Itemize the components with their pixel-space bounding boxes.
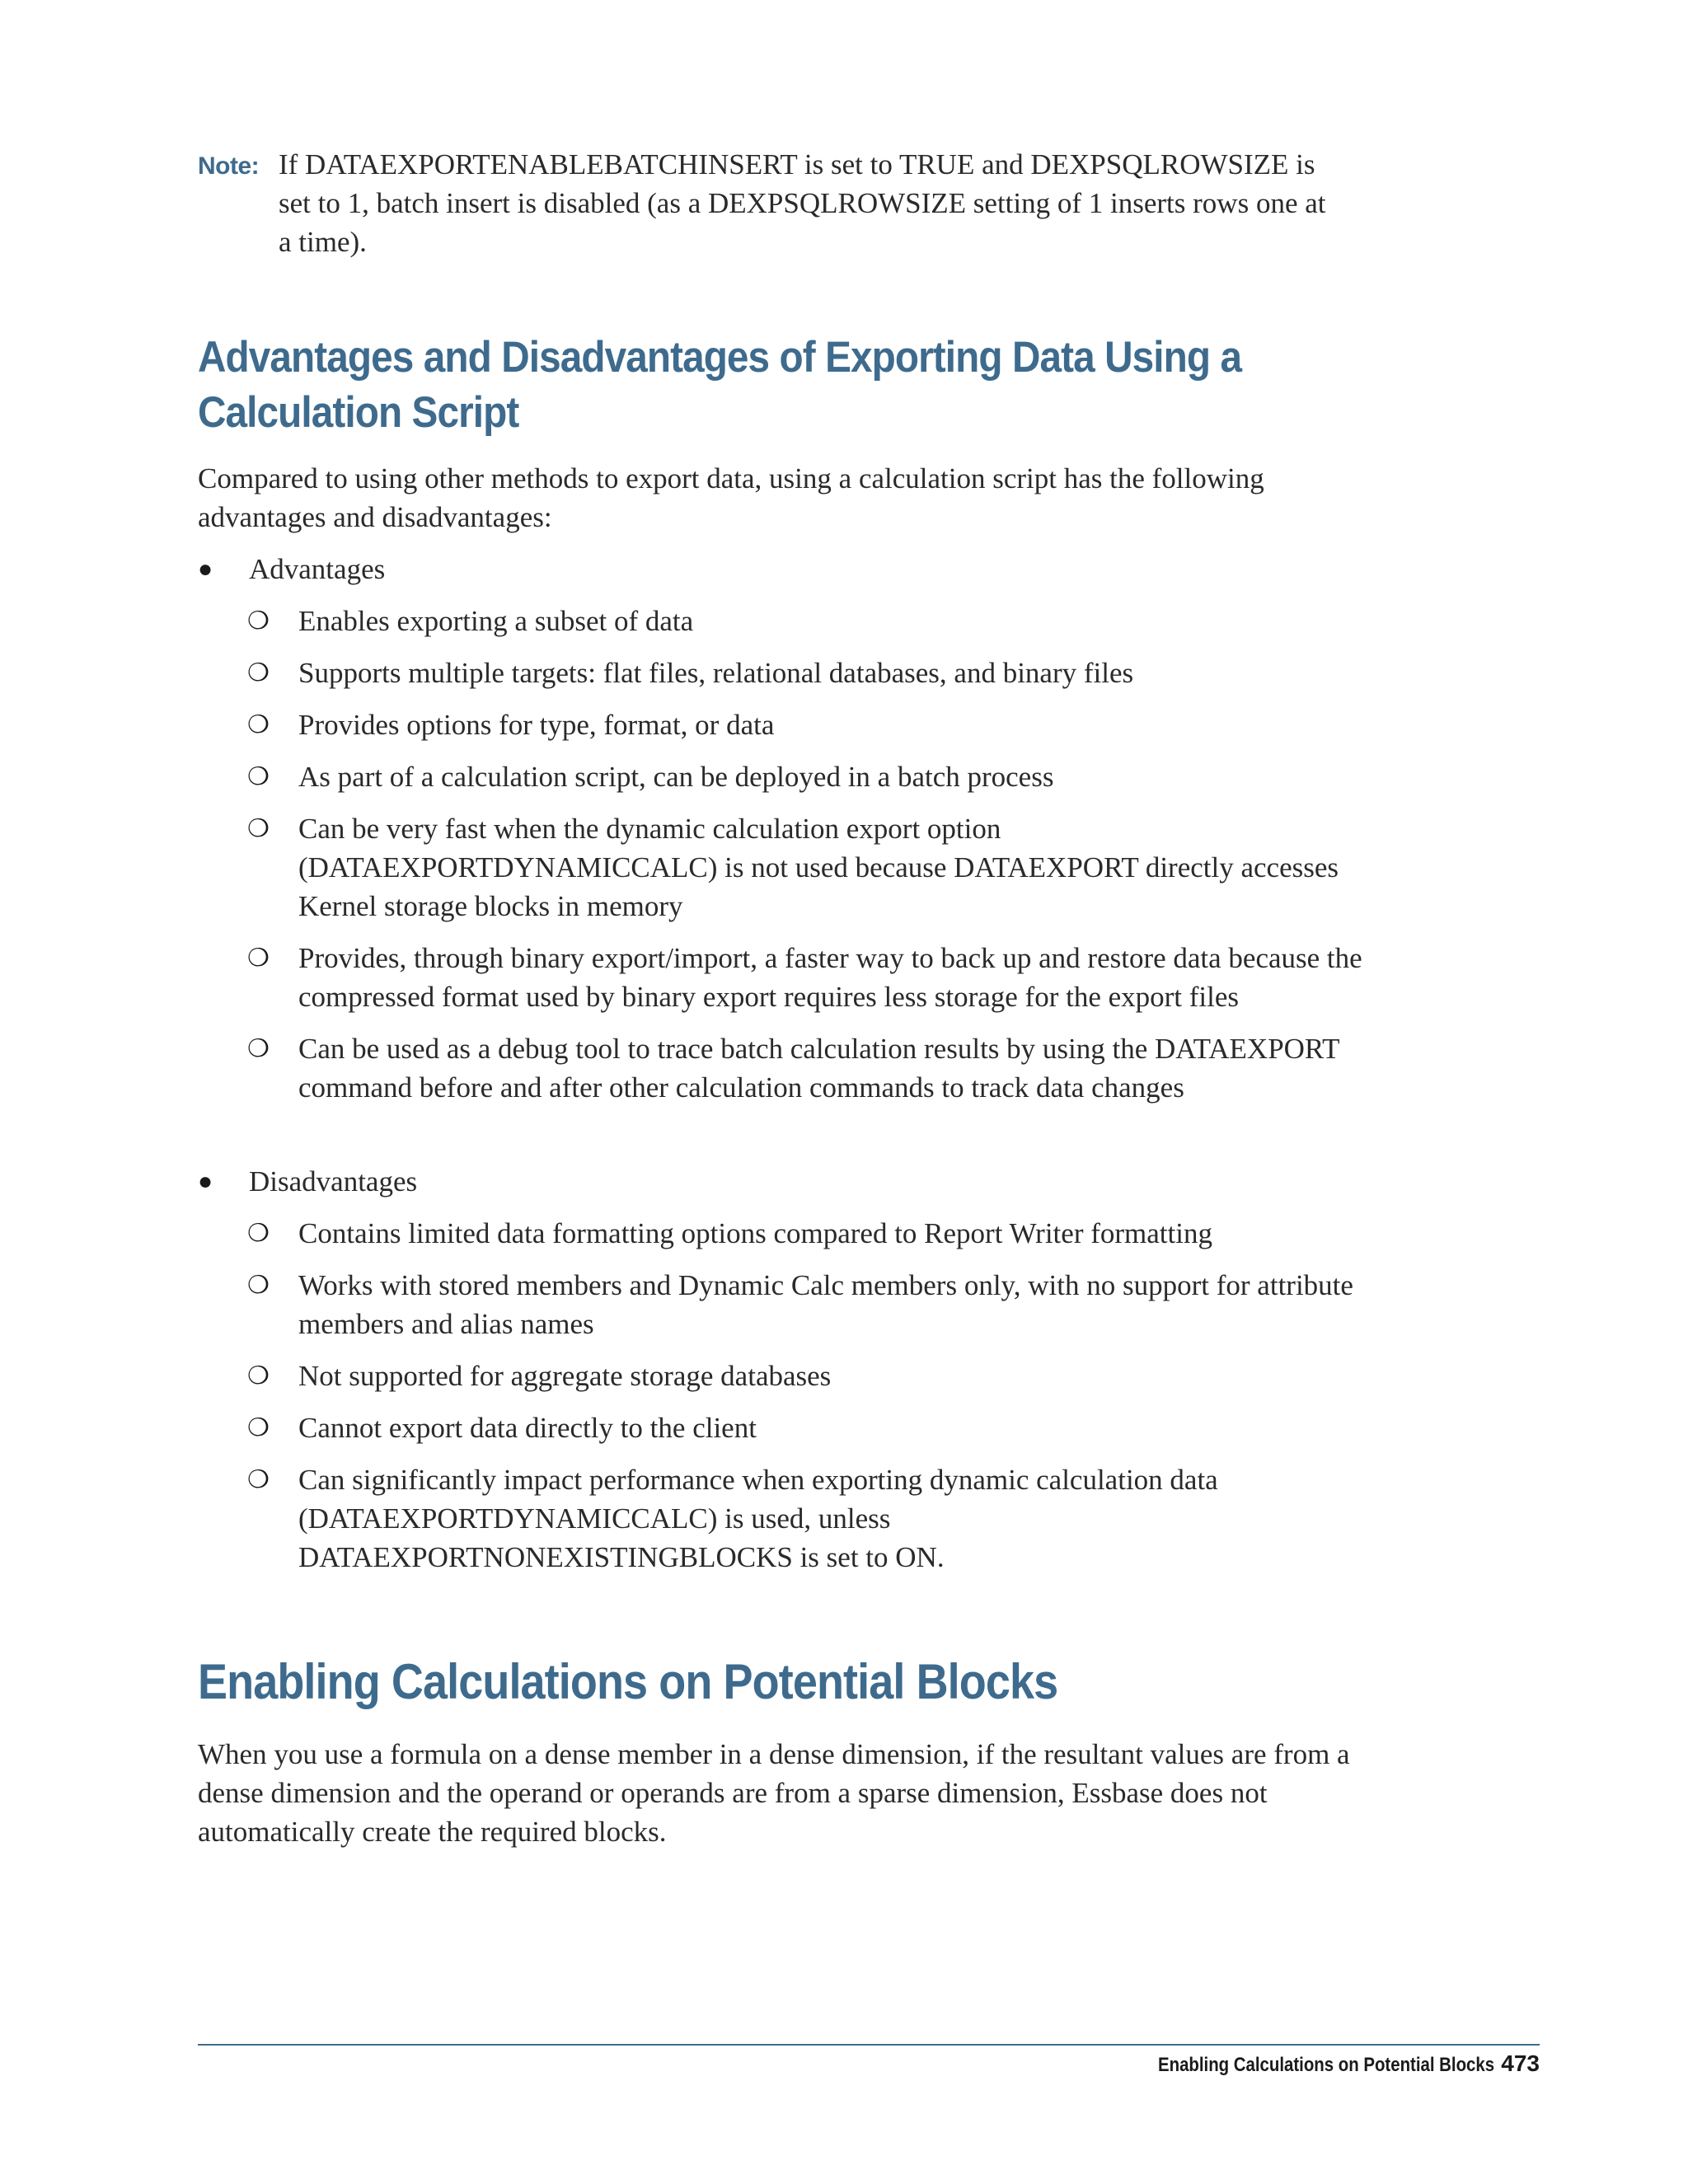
- bullet-label: Disadvantages: [249, 1165, 418, 1197]
- bullet-icon: ●: [198, 1168, 213, 1195]
- bullet-label: Advantages: [249, 553, 386, 585]
- hollow-bullet-icon: ❍: [247, 711, 270, 738]
- footer-running-title: Enabling Calculations on Potential Blocks: [1157, 2054, 1494, 2076]
- list-item: [198, 1266, 1368, 1343]
- list-item-text: Provides, through binary export/import, a faster way to back up and restore data because the compressed format used by binary export requires less storage for the export files: [298, 942, 1362, 1013]
- bullet-icon: ●: [198, 555, 213, 583]
- advantages-list: [198, 550, 1368, 1120]
- list-item: [198, 1460, 1368, 1577]
- list-item: [198, 654, 1368, 692]
- list-item-text: Enables exporting a subset of data: [298, 605, 694, 637]
- hollow-bullet-icon: ❍: [247, 944, 270, 972]
- list-item: [198, 1357, 1368, 1395]
- hollow-bullet-icon: ❍: [247, 763, 270, 790]
- hollow-bullet-icon: ❍: [247, 1220, 270, 1247]
- hollow-bullet-icon: ❍: [247, 1362, 270, 1390]
- list-item: [198, 939, 1368, 1016]
- list-item: [198, 757, 1368, 796]
- hollow-bullet-icon: ❍: [247, 815, 270, 842]
- list-item-text: Can be very fast when the dynamic calculation export option (DATAEXPORTDYNAMICCALC) is not used because DATAEXPORT directly accesses Kernel storage blocks in memory: [298, 813, 1339, 922]
- bullet-item-advantages: [198, 550, 1368, 588]
- list-item: [198, 705, 1368, 744]
- footer-divider: [198, 2044, 1540, 2046]
- list-item: [198, 1408, 1368, 1447]
- hollow-bullet-icon: ❍: [247, 1035, 270, 1062]
- note-label: Note:: [198, 152, 260, 180]
- hollow-bullet-icon: ❍: [247, 1466, 270, 1493]
- list-item: [198, 1214, 1368, 1253]
- list-item-text: Cannot export data directly to the client: [298, 1412, 757, 1444]
- list-item-text: Can significantly impact performance when exporting dynamic calculation data (DATAEXPORTDYNAMICCALC) is used, unless DATAEXPORTNONEXISTINGBLOCKS is set to ON.: [298, 1464, 1218, 1573]
- hollow-bullet-icon: ❍: [247, 1414, 270, 1441]
- list-item-text: Works with stored members and Dynamic Calc members only, with no support for attribute members and alias names: [298, 1269, 1353, 1340]
- section-paragraph: When you use a formula on a dense member in a dense dimension, if the resultant values are from a dense dimension and the operand or operands are from a sparse dimension, Essbase does not automatically create the required blocks.: [198, 1738, 1350, 1848]
- list-item-text: Provides options for type, format, or data: [298, 709, 775, 741]
- page-number: 473: [1501, 2050, 1540, 2076]
- page-footer: [1099, 2050, 1540, 2077]
- section-heading-advantages-disadvantages: Advantages and Disadvantages of Exporting Data Using a Calculation Script: [198, 333, 1242, 437]
- list-item-text: Contains limited data formatting options compared to Report Writer formatting: [298, 1217, 1212, 1249]
- section-heading-enabling-calculations: Enabling Calculations on Potential Blocks: [198, 1654, 1058, 1709]
- list-item: [198, 809, 1368, 926]
- hollow-bullet-icon: ❍: [247, 659, 270, 687]
- list-item: [198, 1029, 1368, 1107]
- list-item: [198, 602, 1368, 640]
- bullet-item-disadvantages: [198, 1162, 1368, 1201]
- note-text: If DATAEXPORTENABLEBATCHINSERT is set to TRUE and DEXPSQLROWSIZE is set to 1, batch insert is disabled (as a DEXPSQLROWSIZE setting of 1 inserts rows one at a time).: [279, 148, 1326, 258]
- disadvantages-sub-list: [198, 1214, 1368, 1577]
- advantages-sub-list: [198, 602, 1368, 1107]
- hollow-bullet-icon: ❍: [247, 607, 270, 635]
- list-item-text: As part of a calculation script, can be deployed in a batch process: [298, 761, 1054, 793]
- disadvantages-list: [198, 1162, 1368, 1590]
- section-intro-paragraph: Compared to using other methods to export data, using a calculation script has the following advantages and disadvantages:: [198, 462, 1264, 533]
- list-item-text: Can be used as a debug tool to trace batch calculation results by using the DATAEXPORT command before and after other calculation commands to track data changes: [298, 1033, 1339, 1104]
- hollow-bullet-icon: ❍: [247, 1272, 270, 1299]
- list-item-text: Not supported for aggregate storage databases: [298, 1360, 832, 1392]
- note-block: [198, 145, 1352, 261]
- list-item-text: Supports multiple targets: flat files, relational databases, and binary files: [298, 657, 1134, 689]
